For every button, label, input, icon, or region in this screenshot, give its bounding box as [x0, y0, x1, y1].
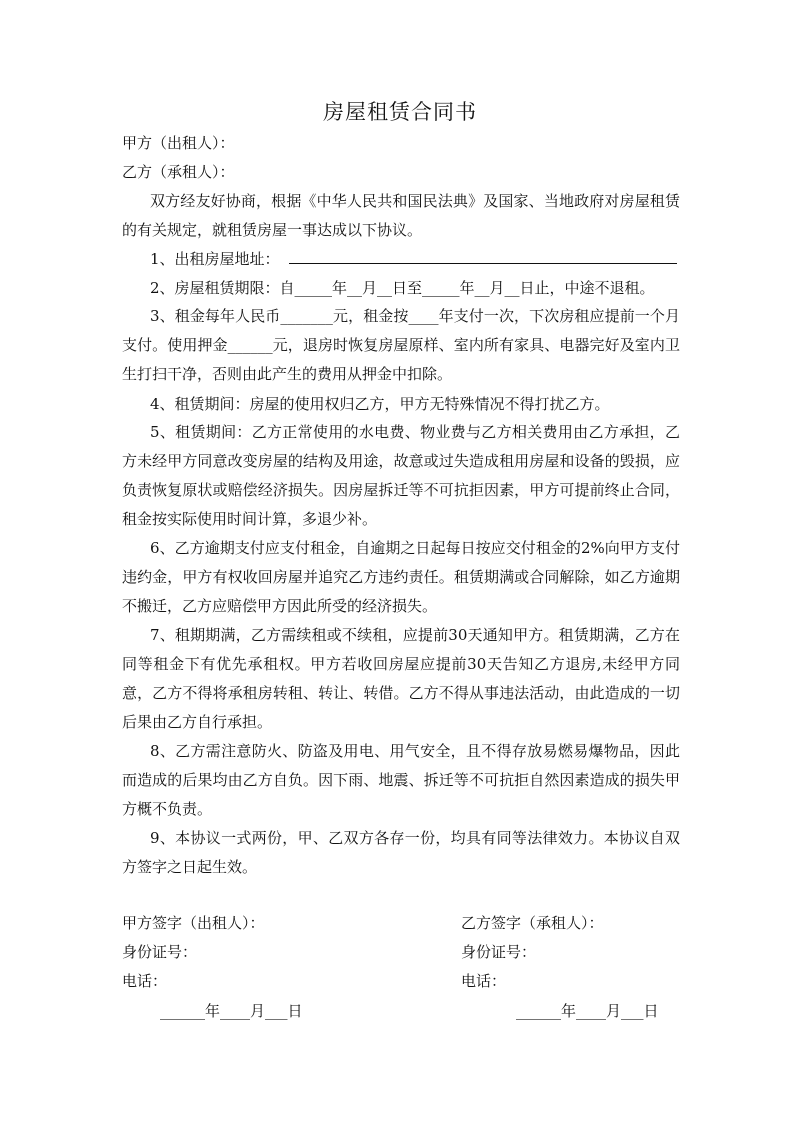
clause-8-safety: 8、乙方需注意防火、防盗及用电、用气安全，且不得存放易燃易爆物品，因此而造成的后果均由乙方自负。因下雨、地震、拆迁等不可抗拒自然因素造成的损失甲方概不负责。 [122, 742, 680, 818]
clause-7-renewal: 7、租期期满，乙方需续租或不续租，应提前30天通知甲方。租赁期满，乙方在同等租金下有优先承租权。甲方若收回房屋应提前30天告知乙方退房,未经甲方同意，乙方不得将承租房转租、转让、转借。乙方不得从事违法活动，由此造成的一切后果由乙方自行承担。 [122, 626, 680, 731]
clause-5-expenses: 5、租赁期间：乙方正常使用的水电费、物业费与乙方相关费用由乙方承担，乙方未经甲方同意改变房屋的结构及用途，故意或过失造成租用房屋和设备的毁损，应负责恢复原状或赔偿经济损失。因房屋拆迁等不可抗拒因素，甲方可提前终止合同，租金按实际使用时间计算，多退少补。 [122, 423, 680, 528]
party-a-line: 甲方（出租人）： [122, 134, 235, 152]
party-a-date: ______年____月___日 [160, 1002, 303, 1020]
clause-9-effect: 9、本协议一式两份，甲、乙双方各存一份，均具有同等法律效力。本协议自双方签字之日起生效。 [122, 829, 680, 876]
clause-2-term: 2、房屋租赁期限：自_____年__月__日至_____年__月__日止，中途不退租。 [150, 279, 655, 297]
clause-3-rent: 3、租金每年人民币_______元，租金按____年支付一次，下次房租应提前一个月支付。使用押金______元，退房时恢复房屋原样、室内所有家具、电器完好及室内卫生打扫干净，否则由此产生的费用从押金中扣除。 [122, 307, 680, 383]
clause-4-use: 4、租赁期间：房屋的使用权归乙方，甲方无特殊情况不得打扰乙方。 [150, 395, 610, 413]
address-underline [289, 263, 677, 264]
party-b-line: 乙方（承租人）： [122, 163, 235, 181]
party-a-signature-label: 甲方签字（出租人）： [122, 914, 265, 932]
party-b-signature-label: 乙方签字（承租人）： [461, 914, 604, 932]
party-b-date: ______年____月___日 [516, 1002, 659, 1020]
document-title: 房屋租赁合同书 [323, 100, 477, 124]
party-b-phone-label: 电话： [461, 972, 507, 990]
intro-paragraph: 双方经友好协商，根据《中华人民共和国民法典》及国家、当地政府对房屋租赁的有关规定，就租赁房屋一事达成以下协议。 [122, 192, 680, 239]
party-b-id-label: 身份证号： [461, 943, 537, 961]
party-a-id-label: 身份证号： [122, 943, 198, 961]
clause-1-address: 1、出租房屋地址： [150, 250, 280, 268]
party-a-phone-label: 电话： [122, 972, 168, 990]
clause-6-overdue: 6、乙方逾期支付应支付租金，自逾期之日起每日按应交付租金的2%向甲方支付违约金，甲方有权收回房屋并追究乙方违约责任。租赁期满或合同解除，如乙方逾期不搬迁，乙方应赔偿甲方因此所受的经济损失。 [122, 539, 680, 615]
